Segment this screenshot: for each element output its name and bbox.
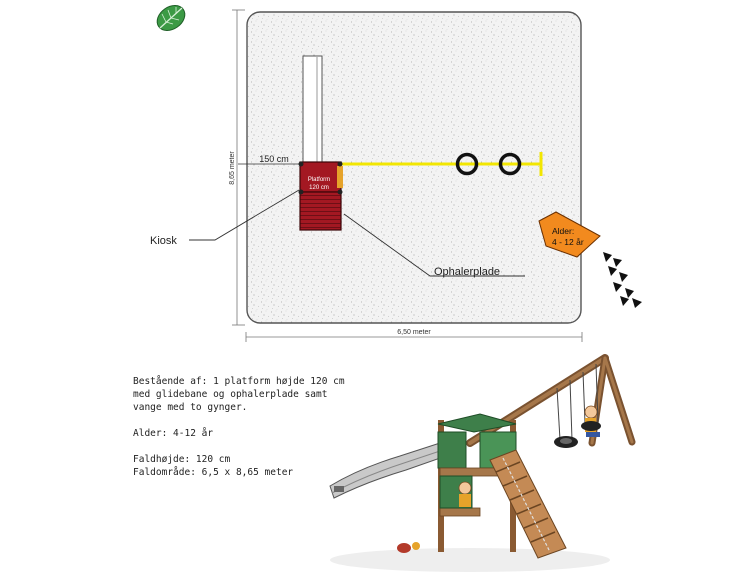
age-badge-title: Alder: [552,226,575,236]
description-line: vange med to gynger. [133,402,248,413]
climbing-ramp [490,450,566,558]
description-line: Bestående af: 1 platform højde 120 cm [133,376,345,387]
slide [330,443,446,498]
fall-height-text: Faldhøjde: 120 cm [133,454,231,465]
age-text: Alder: 4-12 år [133,428,214,439]
child-in-tower [459,482,471,507]
leaf-icon [152,0,189,35]
swing-frame [470,358,632,443]
slide [303,56,322,164]
kiosk-label: Kiosk [150,235,177,247]
height-label: 8,65 meter [229,151,236,185]
age-badge-range: 4 - 12 år [552,237,584,247]
description [133,375,345,479]
fall-area [247,12,581,323]
platform-height-label: 120 cm [309,185,329,191]
ophalerplade-label: Ophalerplade [434,266,501,278]
swing-seat-icon [554,436,578,448]
description-line: med glidebane og ophalerplade samt [133,389,328,400]
width-label: 6,50 meter [397,329,431,336]
chevron-arrows-icon [603,252,642,308]
fall-area-text: Faldområde: 6,5 x 8,65 meter [133,467,294,478]
platform [299,162,344,231]
playground-illustration [320,348,650,578]
platform-label: Platform [307,177,331,183]
distance-label: 150 cm [259,154,289,164]
